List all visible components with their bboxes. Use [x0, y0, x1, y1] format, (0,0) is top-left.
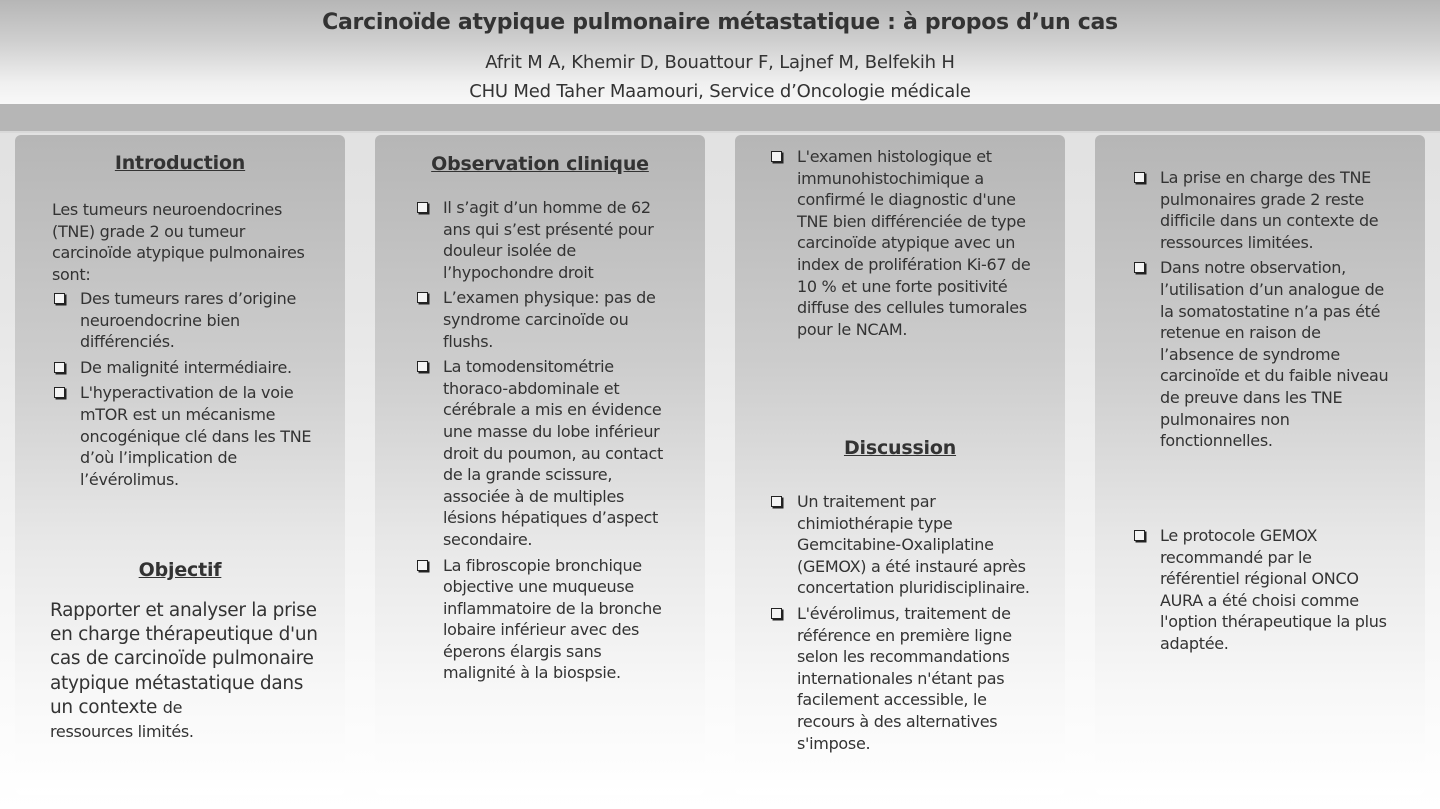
conclusion-bullet: Le protocole GEMOX recommandé par le référentiel régional ONCO AURA a été choisi comme l'option thérapeutique la plus adaptée. [1133, 525, 1393, 655]
histology-bullet-list [770, 146, 1035, 344]
discussion-bullet: Un traitement par chimiothérapie type Gemcitabine-Oxaliplatine (GEMOX) a été instauré après concertation pluridisciplinaire. [770, 491, 1035, 599]
discussion-bullet-list [770, 491, 1035, 758]
poster-authors: Afrit M A, Khemir D, Bouattour F, Lajnef M, Belfekih H [485, 52, 955, 73]
poster-affiliation: CHU Med Taher Maamouri, Service d’Oncologie médicale [469, 81, 971, 102]
checkbox-bullet-icon [54, 387, 65, 398]
checkbox-bullet-icon [417, 361, 428, 372]
conclusion-bullet: La prise en charge des TNE pulmonaires grade 2 reste difficile dans un contexte de ressources limitées. [1133, 167, 1393, 253]
objectif-text: Rapporter et analyser la prise en charge thérapeutique d'un cas de carcinoïde pulmonaire atypique métastatique dans un contexte de ressources limités. [50, 600, 318, 742]
histology-bullet: L'examen histologique et immunohistochimique a confirmé le diagnostic d'une TNE bien différenciée de type carcinoïde atypique avec un index de prolifération Ki-67 de 10 % et une forte positivité diffuse des cellules tumorales pour le NCAM. [770, 146, 1035, 340]
checkbox-bullet-icon [1134, 172, 1145, 183]
checkbox-bullet-icon [54, 362, 65, 373]
observation-bullet-list [416, 197, 671, 688]
poster-header [0, 0, 1440, 104]
introduction-text: Les tumeurs neuroendocrines (TNE) grade 2 ou tumeur carcinoïde atypique pulmonaires sont: [52, 200, 305, 284]
introduction-bullet-list [53, 288, 325, 494]
observation-bullet: L’examen physique: pas de syndrome carcinoïde ou flushs. [416, 287, 671, 352]
checkbox-bullet-icon [1134, 262, 1145, 273]
header-divider [0, 131, 1440, 133]
panel-conclusion [1095, 135, 1425, 795]
introduction-bullet: Des tumeurs rares d’origine neuroendocrine bien différenciés. [53, 288, 325, 353]
panel-histology-discussion [735, 135, 1065, 795]
conclusion-bullet-list-top [1133, 167, 1393, 456]
introduction-heading: Introduction [114, 152, 246, 174]
conclusion-bullet: Dans notre observation, l’utilisation d’un analogue de la somatostatine n’a pas été retenue en raison de l’absence de syndrome carcinoïde et du faible niveau de preuve dans les TNE pulmonaires non fonctionnelles. [1133, 257, 1393, 451]
discussion-heading: Discussion [843, 437, 957, 459]
observation-heading: Observation clinique [431, 153, 649, 175]
observation-bullet: La tomodensitométrie thoraco-abdominale et cérébrale a mis en évidence une masse du lobe inférieur droit du poumon, au contact de la grande scissure, associée à de multiples lésions hépatiques d’aspect secondaire. [416, 356, 671, 550]
checkbox-bullet-icon [771, 151, 782, 162]
conclusion-bullet-list-bottom [1133, 525, 1393, 659]
checkbox-bullet-icon [771, 496, 782, 507]
observation-bullet: Il s’agit d’un homme de 62 ans qui s’est présenté pour douleur isolée de l’hypochondre droit [416, 197, 671, 283]
header-band [0, 104, 1440, 131]
observation-bullet: La fibroscopie bronchique objective une muqueuse inflammatoire de la bronche lobaire inférieur avec des éperons élargis sans malignité à la biospsie. [416, 555, 671, 685]
objectif-heading: Objectif [138, 559, 222, 581]
checkbox-bullet-icon [417, 202, 428, 213]
discussion-bullet: L'évérolimus, traitement de référence en première ligne selon les recommandations internationales n'étant pas facilement accessible, le recours à des alternatives s'impose. [770, 603, 1035, 754]
poster-title: Carcinoïde atypique pulmonaire métastatique : à propos d’un cas [322, 10, 1118, 35]
checkbox-bullet-icon [54, 293, 65, 304]
checkbox-bullet-icon [417, 292, 428, 303]
checkbox-bullet-icon [771, 608, 782, 619]
checkbox-bullet-icon [1134, 530, 1145, 541]
panel-observation [375, 135, 705, 795]
panel-introduction [15, 135, 345, 795]
checkbox-bullet-icon [417, 560, 428, 571]
introduction-bullet: De malignité intermédiaire. [53, 357, 325, 379]
introduction-bullet: L'hyperactivation de la voie mTOR est un mécanisme oncogénique clé dans les TNE d’où l’implication de l’évérolimus. [53, 382, 325, 490]
